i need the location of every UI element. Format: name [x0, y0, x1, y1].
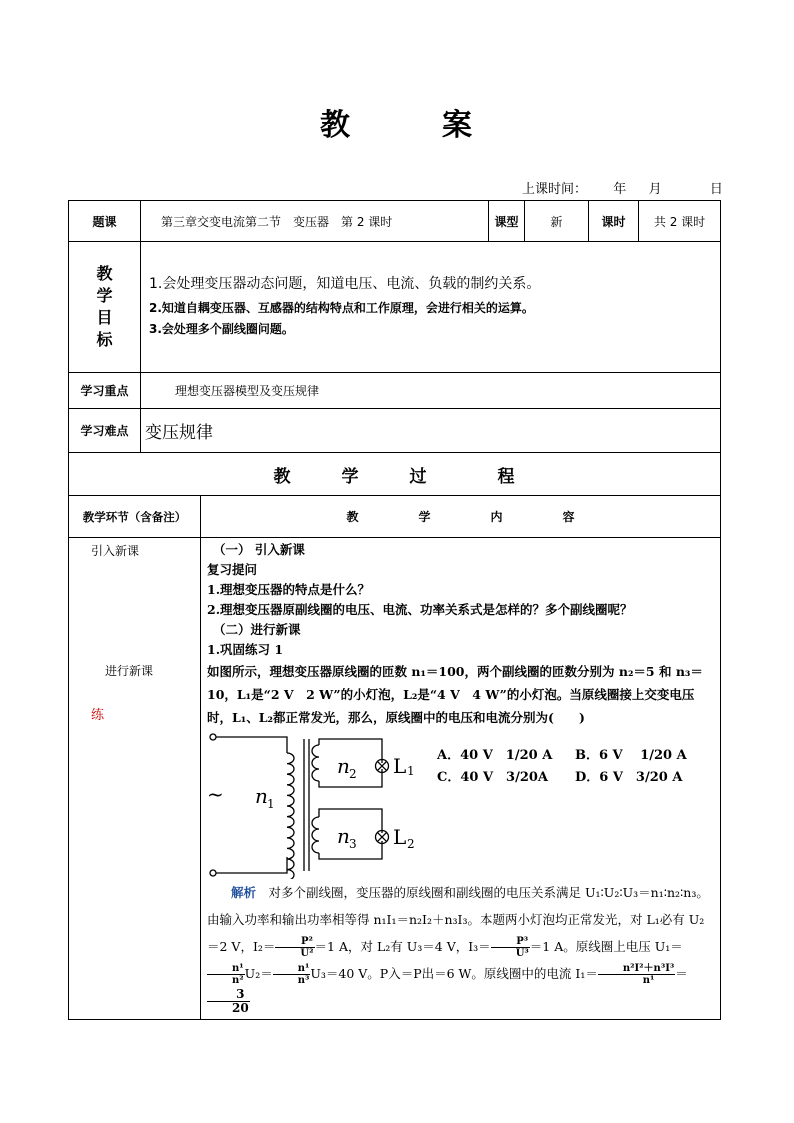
transformer-diagram: [207, 731, 427, 879]
option-b: B．6 V 1/20 A: [575, 748, 687, 763]
label-n2-sub: 2: [349, 767, 357, 781]
process-right-header: 教 学 内 容: [201, 496, 721, 538]
title-char-2: 案: [442, 108, 474, 143]
fraction-i1: $\frac{\text{n²I²＋n³I³}}{\text{n¹}}$: [598, 963, 675, 986]
date-label: 上课时间：: [522, 182, 588, 197]
label-n1-sub: 1: [267, 797, 275, 811]
analysis-label: 解析: [231, 885, 257, 900]
goal-item-3: 3.会处理多个副线圈问题。: [149, 322, 294, 336]
goals-content: [141, 242, 721, 373]
process-header-row: [69, 496, 721, 538]
analysis-text: 解析 对多个副线圈，变压器的原线圈和副线圈的电压关系满足 U₁∶U₂∶U₃＝n₁∶n₂∶n₃。由输入功率和输出功率相等得 n₁I₁＝n₂I₂＋n₃I₃。本题两小灯泡均正常发光，对 L₁必有 U₂＝2 V，I₂＝ $\frac{\text{P²}}{\text{U²}}$ ＝1 A，对 L₂有 U₃＝4 V，I₃＝ $\frac{\text{P³}}{\text{U³}}$ ＝1 A。原线圈上电压 U₁＝ $\frac{\text{n¹}}{\text{n²}}$ U₂＝ $\frac{\text{n¹}}{\text{n³}}$ U₃＝40 V。P入＝P出＝6 W。原线圈中的电流 I₁＝ $\frac{\text{n²I²＋n³I³}}{\text{n¹}}$ ＝ $\frac{3}{20}$: [207, 885, 709, 1015]
document-title: [0, 100, 794, 144]
label-L1-sub: 1: [407, 764, 415, 778]
problem-text: 如图所示，理想变压器原线圈的匝数 n₁＝100，两个副线圈的匝数分别为 n₂＝5 和 n₃＝10，L₁是“2 V 2 W”的小灯泡，L₂是“4 V 4 W”的小灯泡。当原线圈接上交变电压时，L₁、L₂都正常发光，那么，原线圈中的电压和电流分别为( ): [207, 664, 703, 725]
type-label: 课型: [489, 201, 525, 242]
process-content: [201, 538, 721, 1020]
lesson-plan-table: [68, 200, 721, 1020]
label-L2-sub: 2: [407, 837, 415, 851]
label-n2: n: [337, 754, 350, 778]
hours-label: 课时: [589, 201, 639, 242]
label-L1: L: [393, 754, 407, 778]
key-point-value: 理想变压器模型及变压规律: [141, 373, 721, 409]
answer-options: [437, 745, 687, 789]
new-heading: （二）进行新课: [213, 622, 301, 637]
intro-heading: （一） 引入新课: [213, 542, 305, 557]
key-point-label: 学习重点: [69, 373, 141, 409]
difficulty-row: [69, 409, 721, 453]
label-n3: n: [337, 824, 350, 848]
option-d: D．6 V 3/20 A: [575, 770, 683, 785]
date-year: 年: [613, 182, 627, 197]
topic-value: 第三章交变电流第二节 变压器 第 2 课时: [141, 201, 489, 242]
goal-item-2: 2.知道自耦变压器、互感器的结构特点和工作原理，会进行相关的运算。: [149, 301, 534, 315]
class-date-line: [522, 178, 723, 197]
stage-practice: 练: [91, 708, 105, 723]
question-1: 1.理想变压器的特点是什么？: [207, 582, 371, 597]
option-a: A．40 V 1/20 A: [437, 748, 553, 763]
date-month: 月: [648, 182, 662, 197]
exercise-title: 1.巩固练习 1: [207, 642, 284, 657]
header-row: [69, 201, 721, 242]
label-n3-sub: 3: [349, 837, 357, 851]
label-n1: n: [255, 784, 268, 808]
fraction-n1-n2: $\frac{\text{n¹}}{\text{n²}}$: [207, 963, 245, 986]
fraction-i2: $\frac{\text{P²}}{\text{U²}}$: [275, 936, 314, 959]
goals-label: 教 学 目 标: [69, 242, 141, 373]
stage-intro: 引入新课: [91, 544, 140, 558]
difficulty-label: 学习难点: [69, 409, 141, 453]
goals-row: [69, 242, 721, 373]
stage-new: 进行新课: [105, 664, 154, 678]
process-title: 教 学 过 程: [69, 453, 721, 496]
fraction-n1-n3: $\frac{\text{n¹}}{\text{n³}}$: [273, 963, 311, 986]
type-value: 新: [525, 201, 589, 242]
process-left-header: 教学环节（含备注）: [69, 496, 201, 538]
key-point-row: [69, 373, 721, 409]
review-label: 复习提问: [207, 562, 258, 577]
date-day: 日: [709, 182, 723, 197]
problem-figure: [207, 731, 716, 879]
difficulty-value: 变压规律: [141, 409, 721, 453]
ac-source-symbol: ~: [207, 782, 224, 806]
process-title-row: [69, 453, 721, 496]
process-content-row: [69, 538, 721, 1020]
option-c: C．40 V 3/20A: [437, 770, 549, 785]
hours-value: 共 2 课时: [639, 201, 721, 242]
topic-label: 题课: [69, 201, 141, 242]
process-left-column: [69, 538, 201, 1020]
title-char-1: 教: [320, 108, 352, 143]
question-2: 2.理想变压器原副线圈的电压、电流、功率关系式是怎样的？多个副线圈呢？: [207, 602, 633, 617]
fraction-i3: $\frac{\text{P³}}{\text{U³}}$: [491, 936, 530, 959]
goal-item-1: 1.会处理变压器动态问题，知道电压、电流、负载的制约关系。: [149, 276, 541, 292]
fraction-result: $\frac{3}{20}$: [207, 988, 250, 1015]
label-L2: L: [393, 825, 407, 849]
